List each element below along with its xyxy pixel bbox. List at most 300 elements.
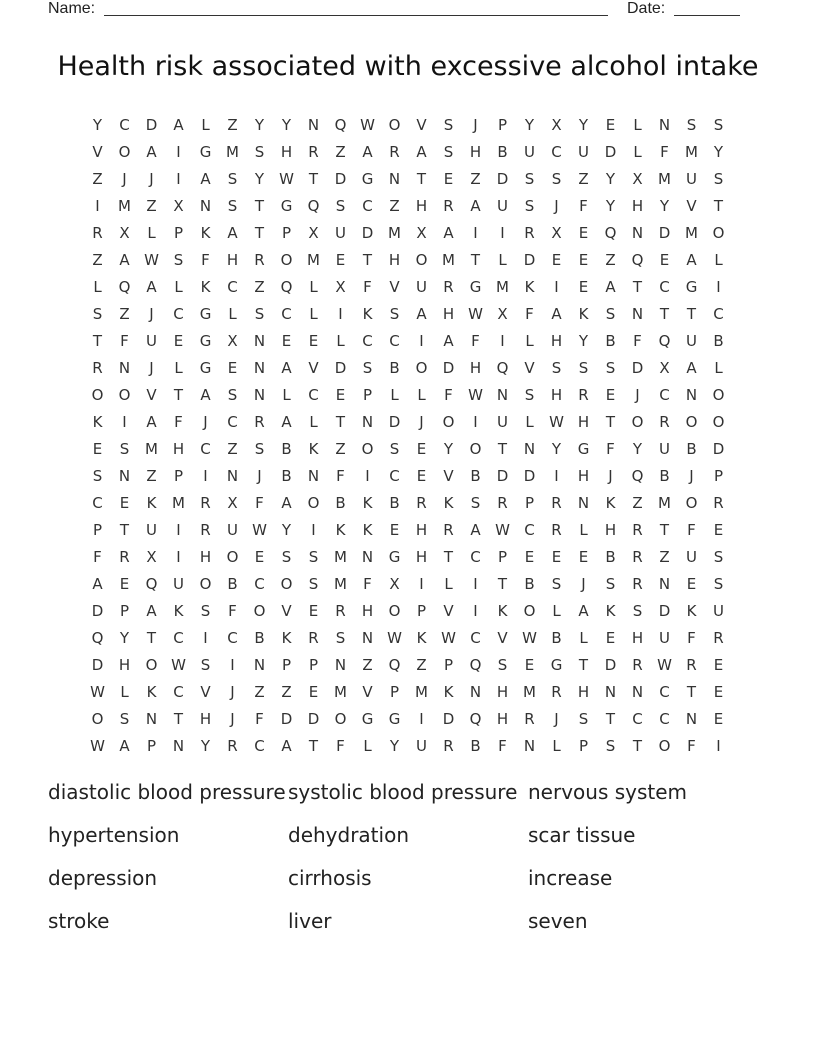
grid-letter[interactable]: E [713, 710, 724, 728]
grid-letter[interactable]: S [578, 710, 589, 728]
grid-letter[interactable]: K [362, 521, 373, 539]
grid-letter[interactable]: Y [92, 116, 103, 134]
grid-letter[interactable]: W [90, 683, 105, 701]
grid-letter[interactable]: K [281, 629, 292, 647]
grid-letter[interactable]: U [335, 224, 346, 242]
grid-letter[interactable]: O [91, 710, 104, 728]
grid-letter[interactable]: O [415, 359, 428, 377]
grid-letter[interactable]: K [335, 521, 346, 539]
grid-letter[interactable]: I [473, 413, 478, 431]
grid-letter[interactable]: A [200, 170, 211, 188]
grid-letter[interactable]: S [254, 440, 265, 458]
grid-letter[interactable]: Q [145, 575, 158, 593]
grid-letter[interactable]: F [606, 440, 615, 458]
grid-letter[interactable]: U [659, 440, 670, 458]
grid-letter[interactable]: Y [200, 737, 211, 755]
grid-letter[interactable]: C [92, 494, 103, 512]
grid-letter[interactable]: T [659, 305, 670, 323]
grid-letter[interactable]: N [253, 359, 266, 377]
grid-letter[interactable]: I [203, 629, 208, 647]
grid-letter[interactable]: B [470, 737, 481, 755]
grid-letter[interactable]: S [335, 629, 346, 647]
grid-letter[interactable]: Q [118, 278, 131, 296]
grid-letter[interactable]: I [176, 548, 181, 566]
grid-letter[interactable]: E [119, 494, 130, 512]
grid-letter[interactable]: L [390, 386, 399, 404]
grid-letter[interactable]: E [578, 251, 589, 269]
grid-letter[interactable]: R [92, 359, 103, 377]
grid-letter[interactable]: T [335, 413, 346, 431]
grid-letter[interactable]: A [92, 575, 103, 593]
grid-letter[interactable]: E [335, 386, 346, 404]
grid-letter[interactable]: Z [389, 197, 400, 215]
grid-letter[interactable]: B [497, 143, 508, 161]
grid-letter[interactable]: N [118, 467, 131, 485]
grid-letter[interactable]: P [281, 656, 292, 674]
grid-letter[interactable]: N [631, 683, 644, 701]
grid-letter[interactable]: R [686, 656, 697, 674]
grid-letter[interactable]: D [334, 359, 347, 377]
grid-letter[interactable]: E [335, 251, 346, 269]
grid-letter[interactable]: G [199, 359, 212, 377]
grid-letter[interactable]: R [632, 521, 643, 539]
grid-letter[interactable]: S [497, 656, 508, 674]
grid-letter[interactable]: E [443, 170, 454, 188]
grid-letter[interactable]: U [713, 602, 724, 620]
grid-letter[interactable]: Y [254, 116, 265, 134]
grid-letter[interactable]: N [388, 170, 401, 188]
grid-letter[interactable]: M [334, 683, 347, 701]
grid-letter[interactable]: E [578, 278, 589, 296]
grid-letter[interactable]: O [91, 386, 104, 404]
grid-letter[interactable]: V [92, 143, 103, 161]
date-field[interactable] [674, 0, 740, 16]
grid-letter[interactable]: F [579, 197, 588, 215]
grid-letter[interactable]: O [118, 386, 131, 404]
grid-letter[interactable]: Q [631, 251, 644, 269]
grid-letter[interactable]: I [365, 467, 370, 485]
grid-letter[interactable]: S [551, 359, 562, 377]
grid-letter[interactable]: D [280, 710, 293, 728]
grid-letter[interactable]: C [173, 683, 184, 701]
grid-letter[interactable]: X [146, 548, 157, 566]
grid-letter[interactable]: F [444, 386, 453, 404]
grid-letter[interactable]: T [470, 251, 481, 269]
grid-letter[interactable]: S [470, 494, 481, 512]
grid-letter[interactable]: E [308, 602, 319, 620]
grid-letter[interactable]: M [226, 143, 239, 161]
grid-letter[interactable]: N [307, 116, 320, 134]
grid-letter[interactable]: T [362, 251, 373, 269]
grid-letter[interactable]: Z [254, 683, 265, 701]
grid-letter[interactable]: F [174, 413, 183, 431]
grid-letter[interactable]: I [419, 575, 424, 593]
grid-letter[interactable]: F [525, 305, 534, 323]
grid-letter[interactable]: H [415, 197, 428, 215]
grid-letter[interactable]: N [334, 656, 347, 674]
grid-letter[interactable]: K [416, 629, 427, 647]
grid-letter[interactable]: A [551, 305, 562, 323]
grid-letter[interactable]: M [415, 683, 428, 701]
grid-letter[interactable]: R [254, 413, 265, 431]
grid-letter[interactable]: V [308, 359, 319, 377]
grid-letter[interactable]: E [605, 629, 616, 647]
grid-letter[interactable]: M [334, 575, 347, 593]
grid-letter[interactable]: Z [659, 548, 670, 566]
grid-letter[interactable]: F [336, 737, 345, 755]
grid-letter[interactable]: U [227, 521, 238, 539]
grid-letter[interactable]: E [578, 224, 589, 242]
grid-letter[interactable]: N [469, 683, 482, 701]
grid-letter[interactable]: F [255, 710, 264, 728]
grid-letter[interactable]: S [200, 656, 211, 674]
grid-letter[interactable]: Y [551, 440, 562, 458]
grid-letter[interactable]: W [468, 305, 483, 323]
grid-letter[interactable]: G [388, 548, 401, 566]
grid-letter[interactable]: S [227, 197, 238, 215]
grid-letter[interactable]: L [201, 116, 210, 134]
grid-letter[interactable]: S [443, 116, 454, 134]
grid-letter[interactable]: T [308, 737, 319, 755]
grid-letter[interactable]: E [389, 521, 400, 539]
grid-letter[interactable]: D [91, 602, 104, 620]
grid-letter[interactable]: Q [334, 116, 347, 134]
grid-letter[interactable]: Y [254, 170, 265, 188]
grid-letter[interactable]: Z [146, 467, 157, 485]
grid-letter[interactable]: O [361, 440, 374, 458]
grid-letter[interactable]: A [146, 602, 157, 620]
grid-letter[interactable]: N [658, 116, 671, 134]
grid-letter[interactable]: C [524, 521, 535, 539]
grid-letter[interactable]: E [524, 656, 535, 674]
grid-letter[interactable]: A [686, 251, 697, 269]
grid-letter[interactable]: U [686, 332, 697, 350]
grid-letter[interactable]: I [419, 332, 424, 350]
grid-letter[interactable]: I [122, 413, 127, 431]
grid-letter[interactable]: S [605, 305, 616, 323]
grid-letter[interactable]: X [389, 575, 400, 593]
grid-letter[interactable]: L [309, 278, 318, 296]
grid-letter[interactable]: I [716, 737, 721, 755]
grid-letter[interactable]: G [199, 332, 212, 350]
grid-letter[interactable]: G [469, 278, 482, 296]
grid-letter[interactable]: Q [604, 224, 617, 242]
grid-letter[interactable]: H [280, 143, 293, 161]
grid-letter[interactable]: R [92, 224, 103, 242]
grid-letter[interactable]: R [200, 494, 211, 512]
grid-letter[interactable]: V [146, 386, 157, 404]
grid-letter[interactable]: I [500, 332, 505, 350]
grid-letter[interactable]: X [551, 116, 562, 134]
grid-letter[interactable]: S [92, 467, 103, 485]
grid-letter[interactable]: I [473, 602, 478, 620]
grid-letter[interactable]: A [686, 359, 697, 377]
grid-letter[interactable]: E [254, 548, 265, 566]
grid-letter[interactable]: E [578, 548, 589, 566]
grid-letter[interactable]: M [442, 251, 455, 269]
grid-letter[interactable]: Y [578, 332, 589, 350]
grid-letter[interactable]: L [363, 737, 372, 755]
grid-letter[interactable]: I [203, 467, 208, 485]
grid-letter[interactable]: N [685, 386, 698, 404]
grid-letter[interactable]: L [714, 359, 723, 377]
grid-letter[interactable]: B [551, 629, 562, 647]
grid-letter[interactable]: W [171, 656, 186, 674]
grid-letter[interactable]: X [632, 170, 643, 188]
grid-letter[interactable]: S [281, 548, 292, 566]
grid-letter[interactable]: Y [659, 197, 670, 215]
grid-letter[interactable]: X [227, 332, 238, 350]
grid-letter[interactable]: B [605, 332, 616, 350]
grid-letter[interactable]: N [118, 359, 131, 377]
grid-letter[interactable]: P [443, 656, 454, 674]
name-field[interactable] [104, 0, 608, 16]
grid-letter[interactable]: F [660, 143, 669, 161]
grid-letter[interactable]: T [713, 197, 724, 215]
grid-letter[interactable]: F [255, 494, 264, 512]
grid-letter[interactable]: L [498, 251, 507, 269]
grid-letter[interactable]: L [336, 332, 345, 350]
grid-letter[interactable]: M [307, 251, 320, 269]
grid-letter[interactable]: N [685, 710, 698, 728]
grid-letter[interactable]: A [281, 494, 292, 512]
grid-letter[interactable]: H [388, 251, 401, 269]
grid-letter[interactable]: T [308, 170, 319, 188]
grid-letter[interactable]: K [173, 602, 184, 620]
grid-letter[interactable]: H [604, 521, 617, 539]
grid-letter[interactable]: F [336, 467, 345, 485]
grid-letter[interactable]: S [524, 386, 535, 404]
grid-letter[interactable]: Q [388, 656, 401, 674]
grid-letter[interactable]: H [199, 548, 212, 566]
grid-letter[interactable]: C [119, 116, 130, 134]
grid-letter[interactable]: F [93, 548, 102, 566]
grid-letter[interactable]: C [281, 305, 292, 323]
grid-letter[interactable]: K [200, 224, 211, 242]
grid-letter[interactable]: L [633, 143, 642, 161]
grid-letter[interactable]: E [605, 386, 616, 404]
grid-letter[interactable]: Y [281, 521, 292, 539]
grid-letter[interactable]: A [281, 737, 292, 755]
grid-letter[interactable]: V [362, 683, 373, 701]
grid-letter[interactable]: D [604, 656, 617, 674]
grid-letter[interactable]: N [604, 683, 617, 701]
grid-letter[interactable]: P [281, 224, 292, 242]
grid-letter[interactable]: B [524, 575, 535, 593]
grid-letter[interactable]: D [442, 359, 455, 377]
grid-letter[interactable]: T [578, 656, 589, 674]
grid-letter[interactable]: M [658, 170, 671, 188]
grid-letter[interactable]: T [92, 332, 103, 350]
grid-letter[interactable]: C [173, 629, 184, 647]
grid-letter[interactable]: D [334, 170, 347, 188]
grid-letter[interactable]: E [308, 332, 319, 350]
grid-letter[interactable]: L [309, 305, 318, 323]
grid-letter[interactable]: A [470, 197, 481, 215]
grid-letter[interactable]: D [658, 224, 671, 242]
grid-letter[interactable]: F [120, 332, 129, 350]
grid-letter[interactable]: S [524, 170, 535, 188]
grid-letter[interactable]: O [226, 548, 239, 566]
grid-letter[interactable]: H [550, 386, 563, 404]
grid-letter[interactable]: N [631, 305, 644, 323]
grid-letter[interactable]: C [308, 386, 319, 404]
grid-letter[interactable]: R [443, 737, 454, 755]
grid-letter[interactable]: O [685, 413, 698, 431]
grid-letter[interactable]: R [578, 386, 589, 404]
grid-letter[interactable]: A [443, 332, 454, 350]
grid-letter[interactable]: S [578, 359, 589, 377]
grid-letter[interactable]: C [227, 413, 238, 431]
grid-letter[interactable]: Z [632, 494, 643, 512]
grid-letter[interactable]: W [279, 170, 294, 188]
grid-letter[interactable]: Z [335, 440, 346, 458]
grid-letter[interactable]: H [550, 332, 563, 350]
grid-letter[interactable]: A [146, 278, 157, 296]
grid-letter[interactable]: K [362, 494, 373, 512]
grid-letter[interactable]: H [118, 656, 131, 674]
grid-letter[interactable]: P [92, 521, 103, 539]
grid-letter[interactable]: W [549, 413, 564, 431]
grid-letter[interactable]: S [686, 116, 697, 134]
grid-letter[interactable]: P [416, 602, 427, 620]
grid-letter[interactable]: J [149, 359, 154, 377]
grid-letter[interactable]: R [200, 521, 211, 539]
grid-letter[interactable]: N [253, 656, 266, 674]
grid-letter[interactable]: Z [92, 170, 103, 188]
grid-letter[interactable]: G [280, 197, 293, 215]
grid-letter[interactable]: N [145, 710, 158, 728]
grid-letter[interactable]: C [659, 386, 670, 404]
grid-letter[interactable]: E [416, 440, 427, 458]
grid-letter[interactable]: Z [362, 656, 373, 674]
grid-letter[interactable]: S [713, 116, 724, 134]
grid-letter[interactable]: F [201, 251, 210, 269]
grid-letter[interactable]: P [713, 467, 724, 485]
grid-letter[interactable]: Y [578, 116, 589, 134]
grid-letter[interactable]: G [361, 170, 374, 188]
grid-letter[interactable]: F [687, 521, 696, 539]
grid-letter[interactable]: U [524, 143, 535, 161]
grid-letter[interactable]: I [176, 143, 181, 161]
grid-letter[interactable]: F [363, 575, 372, 593]
grid-letter[interactable]: E [659, 251, 670, 269]
grid-letter[interactable]: J [554, 710, 559, 728]
grid-letter[interactable]: C [470, 548, 481, 566]
grid-letter[interactable]: L [444, 575, 453, 593]
grid-letter[interactable]: J [149, 305, 154, 323]
grid-letter[interactable]: C [173, 305, 184, 323]
grid-letter[interactable]: H [226, 251, 239, 269]
grid-letter[interactable]: I [716, 278, 721, 296]
grid-letter[interactable]: X [659, 359, 670, 377]
grid-letter[interactable]: R [497, 494, 508, 512]
grid-letter[interactable]: L [120, 683, 129, 701]
grid-letter[interactable]: D [91, 656, 104, 674]
grid-letter[interactable]: R [713, 494, 724, 512]
grid-letter[interactable]: C [659, 278, 670, 296]
grid-letter[interactable]: A [605, 278, 616, 296]
grid-letter[interactable]: X [497, 305, 508, 323]
grid-letter[interactable]: B [470, 467, 481, 485]
grid-letter[interactable]: S [551, 170, 562, 188]
grid-letter[interactable]: S [389, 305, 400, 323]
grid-letter[interactable]: D [361, 224, 374, 242]
grid-letter[interactable]: B [281, 440, 292, 458]
grid-letter[interactable]: M [496, 278, 509, 296]
grid-letter[interactable]: A [119, 737, 130, 755]
grid-letter[interactable]: Q [496, 359, 509, 377]
grid-letter[interactable]: N [361, 413, 374, 431]
grid-letter[interactable]: K [146, 494, 157, 512]
grid-letter[interactable]: R [551, 683, 562, 701]
grid-letter[interactable]: C [551, 143, 562, 161]
grid-letter[interactable]: I [338, 305, 343, 323]
grid-letter[interactable]: N [577, 494, 590, 512]
grid-letter[interactable]: E [551, 548, 562, 566]
grid-letter[interactable]: L [714, 251, 723, 269]
grid-letter[interactable]: D [523, 467, 536, 485]
grid-letter[interactable]: M [388, 224, 401, 242]
grid-letter[interactable]: Z [92, 251, 103, 269]
grid-letter[interactable]: U [497, 197, 508, 215]
grid-letter[interactable]: W [657, 656, 672, 674]
grid-letter[interactable]: V [416, 116, 427, 134]
grid-letter[interactable]: S [713, 575, 724, 593]
grid-letter[interactable]: L [417, 386, 426, 404]
grid-letter[interactable]: R [254, 251, 265, 269]
grid-letter[interactable]: H [361, 602, 374, 620]
grid-letter[interactable]: M [685, 224, 698, 242]
grid-letter[interactable]: N [361, 548, 374, 566]
grid-letter[interactable]: X [308, 224, 319, 242]
grid-letter[interactable]: N [496, 386, 509, 404]
grid-letter[interactable]: D [712, 440, 725, 458]
grid-letter[interactable]: F [633, 332, 642, 350]
grid-letter[interactable]: M [172, 494, 185, 512]
grid-letter[interactable]: M [118, 197, 131, 215]
grid-letter[interactable]: F [687, 737, 696, 755]
grid-letter[interactable]: U [578, 143, 589, 161]
grid-letter[interactable]: K [92, 413, 103, 431]
grid-letter[interactable]: C [389, 467, 400, 485]
grid-letter[interactable]: Y [281, 116, 292, 134]
grid-letter[interactable]: O [280, 251, 293, 269]
grid-letter[interactable]: E [227, 359, 238, 377]
grid-letter[interactable]: J [230, 710, 235, 728]
grid-letter[interactable]: O [469, 440, 482, 458]
grid-letter[interactable]: U [173, 575, 184, 593]
grid-letter[interactable]: A [416, 143, 427, 161]
grid-letter[interactable]: N [361, 629, 374, 647]
grid-letter[interactable]: H [496, 710, 509, 728]
grid-letter[interactable]: J [203, 413, 208, 431]
grid-letter[interactable]: O [712, 224, 725, 242]
grid-letter[interactable]: R [632, 656, 643, 674]
grid-letter[interactable]: Y [443, 440, 454, 458]
grid-letter[interactable]: Z [335, 143, 346, 161]
grid-letter[interactable]: R [443, 521, 454, 539]
grid-letter[interactable]: L [174, 359, 183, 377]
grid-letter[interactable]: B [605, 548, 616, 566]
grid-letter[interactable]: S [605, 737, 616, 755]
grid-letter[interactable]: R [308, 143, 319, 161]
grid-letter[interactable]: A [173, 116, 184, 134]
grid-letter[interactable]: S [227, 386, 238, 404]
grid-letter[interactable]: D [307, 710, 320, 728]
grid-letter[interactable]: K [200, 278, 211, 296]
grid-letter[interactable]: J [419, 413, 424, 431]
